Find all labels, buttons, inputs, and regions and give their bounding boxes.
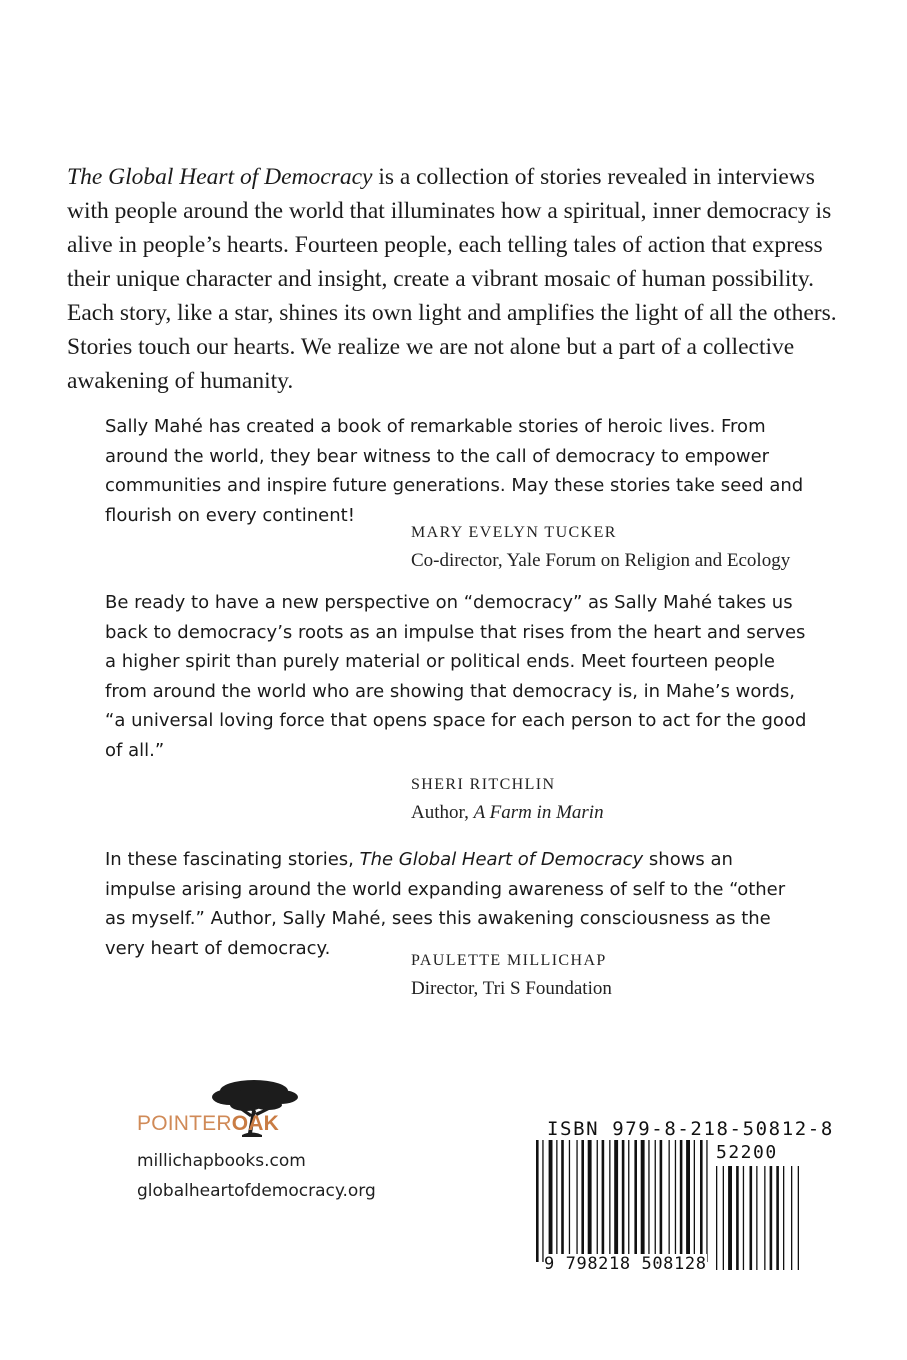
endorser-name-3: PAULETTE MILLICHAP <box>411 952 607 969</box>
barcode-bar <box>549 1140 553 1262</box>
endorsement-quote-2: Be ready to have a new perspective on “democracy” as Sally Mahé takes us back to democracy’s roots as an impulse that rises from the heart and serves a higher spirit than purely material or political ends. Meet fourteen people from around the world who are showing that democracy is, in Mahe’s words, “a universal loving force that opens space for each person to act for the good of all.” <box>105 592 807 761</box>
logo-word-oak: OAK <box>231 1112 280 1135</box>
barcode-digits: 9 798218 508128 <box>544 1254 707 1274</box>
endorsement-attribution-2 <box>411 772 871 828</box>
price-code: 52200 <box>716 1142 778 1163</box>
endorser-role-2 <box>411 798 871 828</box>
barcode-bar <box>588 1140 592 1262</box>
barcode-bar <box>536 1140 539 1262</box>
barcode-addon-bar <box>723 1166 724 1270</box>
endorser-book-title-2: A Farm in Marin <box>473 802 604 823</box>
barcode-addon-bar <box>716 1166 717 1270</box>
barcode-bar <box>581 1140 584 1262</box>
endorser-role-prefix-2: Author, <box>411 802 474 823</box>
endorser-role-3: Director, Tri S Foundation <box>411 978 612 999</box>
barcode-addon-bar <box>750 1166 753 1270</box>
book-description-text: is a collection of stories revealed in interviews with people around the world that illuminates how a spiritual, inner democracy is alive in people’s hearts. Fourteen people, each telling tales of action that express their unique character and insight, create a vibrant mosaic of human possibility. Each story, like a star, shines its own light and amplifies the light of all the others. Stories touch our hearts. We realize we are not alone but a part of a collective awakening of humanity. <box>67 164 837 394</box>
logo-word-pointer: POINTER <box>137 1112 232 1135</box>
endorser-name-2: SHERI RITCHLIN <box>411 776 556 793</box>
endorser-name-1: MARY EVELYN TUCKER <box>411 524 617 541</box>
endorsement-quote-1: Sally Mahé has created a book of remarkable stories of heroic lives. From around the world, they bear witness to the call of democracy to empower communities and inspire future generations. May these stories take seed and flourish on every continent! <box>105 416 804 526</box>
barcode-bar <box>569 1140 570 1262</box>
barcode-bar <box>706 1140 707 1262</box>
barcode-addon-bar <box>791 1166 792 1270</box>
barcode-bar <box>576 1140 577 1262</box>
barcode-bar <box>561 1140 564 1262</box>
barcode-addon-bar <box>756 1166 757 1270</box>
barcode-bar <box>614 1140 618 1262</box>
quote-3-end: shows an impulse arising around the world expanding awareness of self to the “other as myself.” Author, Sally Mahé, sees this awakening consciousness as the very heart of democracy. <box>105 849 786 959</box>
barcode-bar <box>686 1140 690 1262</box>
barcode-bar <box>602 1140 605 1262</box>
book-description <box>67 160 837 398</box>
barcode-addon-bar <box>776 1166 779 1270</box>
barcode-bar <box>675 1140 676 1262</box>
barcode-bar <box>669 1140 670 1262</box>
barcode-addon-bar <box>736 1166 739 1270</box>
barcode-bar <box>542 1140 543 1262</box>
barcode-bar <box>641 1140 645 1262</box>
endorsement-attribution-1 <box>411 520 871 576</box>
website-link-2[interactable]: globalheartofdemocracy.org <box>137 1181 376 1201</box>
barcode-bar <box>680 1140 683 1262</box>
endorsement-quote-3 <box>105 845 807 963</box>
publisher-logo <box>137 1112 279 1136</box>
barcode-bar <box>634 1140 637 1262</box>
barcode-addon-bar <box>770 1166 773 1270</box>
barcode-addon-bar <box>764 1166 765 1270</box>
quote-3-start: In these fascinating stories, <box>105 849 360 870</box>
barcode-bar <box>700 1140 703 1262</box>
book-title: The Global Heart of Democracy <box>67 164 373 190</box>
barcode-addon-bar <box>798 1166 799 1270</box>
barcode-bar <box>597 1140 598 1262</box>
barcode-bar <box>622 1140 625 1262</box>
barcode-bar <box>648 1140 649 1262</box>
barcode-bar <box>609 1140 610 1262</box>
barcode-bar <box>655 1140 656 1262</box>
barcode-addon-bar <box>728 1166 732 1270</box>
endorser-role-1: Co-director, Yale Forum on Religion and Ecology <box>411 550 791 571</box>
isbn-label: ISBN 979-8-218-50812-8 <box>547 1118 834 1140</box>
barcode-bar <box>694 1140 695 1262</box>
barcode-addon-bar <box>743 1166 744 1270</box>
barcode-bar <box>660 1140 663 1262</box>
barcode-addon-bar <box>783 1166 784 1270</box>
barcode-bar <box>556 1140 557 1262</box>
endorsement-attribution-3 <box>411 948 871 1004</box>
barcode-bar <box>628 1140 629 1262</box>
website-link-1[interactable]: millichapbooks.com <box>137 1151 306 1171</box>
quote-3-book-title: The Global Heart of Democracy <box>359 849 644 870</box>
